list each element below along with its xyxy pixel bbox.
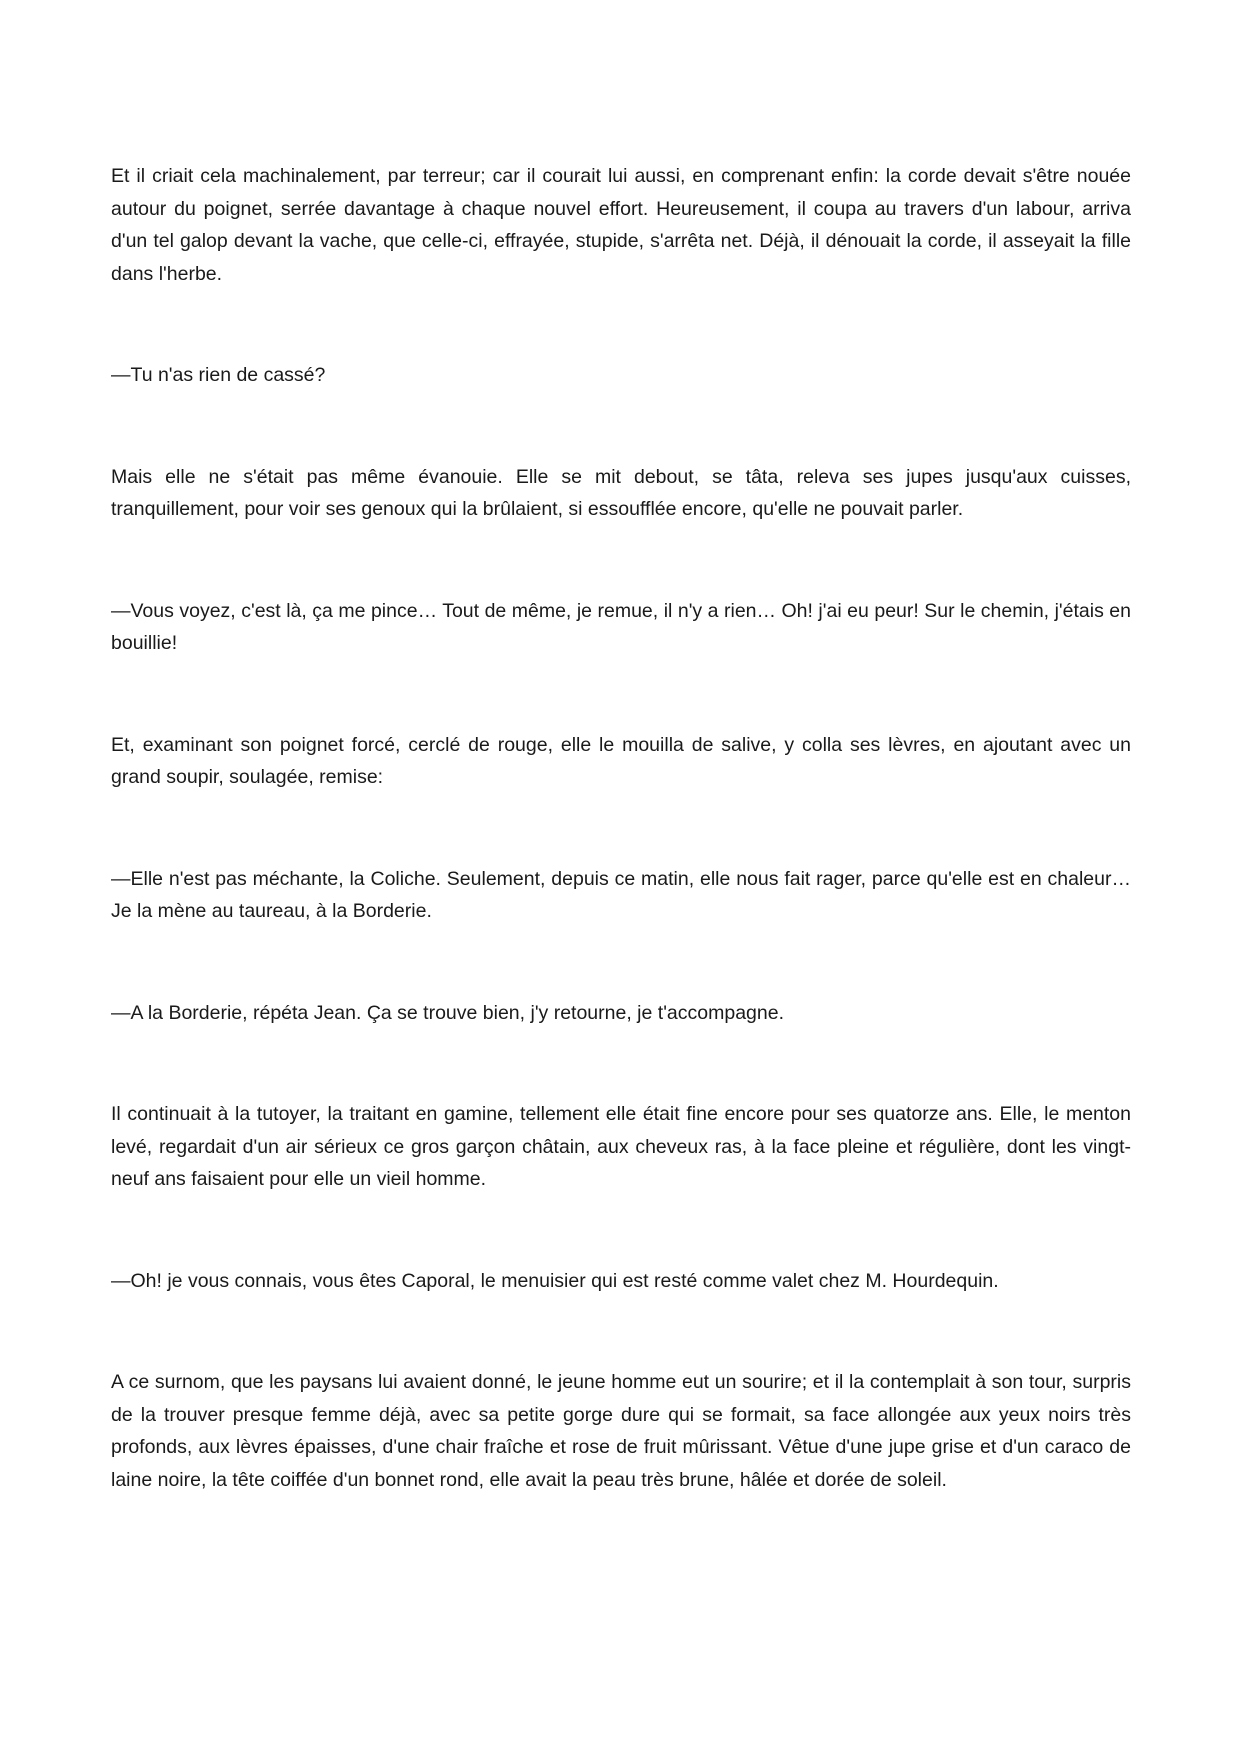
paragraph-3: Mais elle ne s'était pas même évanouie. Elle se mit debout, se tâta, releva ses jupes jusqu'aux cuisses, tranquillement, pour voir ses genoux qui la brûlaient, si essoufflée encore, qu'elle ne pouvait parler. (111, 465, 1131, 520)
paragraph-6: —Elle n'est pas méchante, la Coliche. Seulement, depuis ce matin, elle nous fait rager, parce qu'elle est en chaleur… Je la mène au taureau, à la Borderie. (111, 867, 1131, 922)
paragraph-9: —Oh! je vous connais, vous êtes Caporal, le menuisier qui est resté comme valet chez M. Hourdequin. (111, 1269, 999, 1292)
paragraph-7: —A la Borderie, répéta Jean. Ça se trouve bien, j'y retourne, je t'accompagne. (111, 1001, 784, 1024)
paragraph-5: Et, examinant son poignet forcé, cerclé de rouge, elle le mouilla de salive, y colla ses lèvres, en ajoutant avec un grand soupir, soulagée, remise: (111, 733, 1131, 788)
paragraph-4: —Vous voyez, c'est là, ça me pince… Tout de même, je remue, il n'y a rien… Oh! j'ai eu peur! Sur le chemin, j'étais en bouillie! (111, 599, 1131, 654)
paragraph-2: —Tu n'as rien de cassé? (111, 364, 326, 386)
paragraph-10: A ce surnom, que les paysans lui avaient donné, le jeune homme eut un sourire; et il la contemplait à son tour, surpris de la trouver presque femme déjà, avec sa petite gorge dure qui se formait, sa face allongée aux yeux noirs très profonds, aux lèvres épaisses, d'une chair fraîche et rose de fruit mûrissant. Vêtue d'une jupe grise et d'un caraco de laine noire, la tête coiffée d'un bonnet rond, elle avait la peau très brune, hâlée et dorée de soleil. (111, 1371, 1131, 1491)
document-page (111, 160, 1131, 1565)
paragraph-8: Il continuait à la tutoyer, la traitant en gamine, tellement elle était fine encore pour ses quatorze ans. Elle, le menton levé, regardait d'un air sérieux ce gros garçon châtain, aux cheveux ras, à la face pleine et régulière, dont les vingt-neuf ans faisaient pour elle un vieil homme. (111, 1103, 1131, 1190)
paragraph-1: Et il criait cela machinalement, par terreur; car il courait lui aussi, en comprenant enfin: la corde devait s'être nouée autour du poignet, serrée davantage à chaque nouvel effort. Heureusement, il coupa au travers d'un labour, arriva d'un tel galop devant la vache, que celle-ci, effrayée, stupide, s'arrêta net. Déjà, il dénouait la corde, il asseyait la fille dans l'herbe. (111, 165, 1131, 285)
